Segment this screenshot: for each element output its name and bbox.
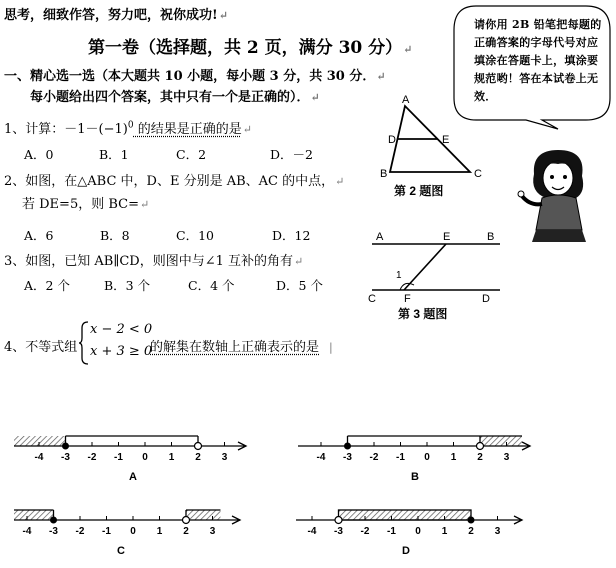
section-heading-line2: 每小题给出四个答案，其中只有一个是正确的）．↵ [30, 90, 320, 105]
q3-option-c[interactable]: C．4 个 [188, 278, 235, 293]
option-c-endpoint-left [50, 517, 57, 524]
q4-post: 的解集在数轴上正确表示的是 | [150, 340, 333, 355]
option-b-tick-label: 1 [450, 452, 457, 463]
option-a-tick-label: 2 [195, 452, 201, 463]
option-d-label: D [402, 545, 410, 557]
option-d-tick-label: 3 [494, 526, 501, 537]
option-c-tick-label: 2 [183, 526, 189, 537]
q2-stem-line2: 若 DE=5，则 BC=↵ [22, 197, 150, 212]
callout-text: 请你用 2B 铅笔把每题的正确答案的字母代号对应填涂在答题卡上，填涂要规范哟！答在本试卷上无效． [474, 18, 602, 103]
intro-text: 思考，细致作答，努力吧，祝你成功!↵ [4, 8, 228, 23]
q3-stem: 3、如图，已知 AB∥CD，则图中与∠1 互补的角有↵ [4, 254, 304, 269]
q4-inequality-2: x + 3 ≥ 0 [90, 344, 153, 359]
q3-option-a[interactable]: A．2 个 [24, 278, 70, 293]
option-d-tick-label: -1 [387, 526, 396, 537]
section-heading-line1: 一、精心选一选（本大题共 10 小题，每小题 3 分，共 30 分．↵ [4, 69, 386, 84]
q3-option-d[interactable]: D．5 个 [276, 278, 323, 293]
label-c: C [474, 168, 482, 180]
option-b-tick-label: 0 [424, 452, 430, 463]
option-c-label: C [117, 545, 125, 557]
option-d-tick-label: -3 [334, 526, 343, 537]
option-d-tick-label: 0 [415, 526, 421, 537]
option-d-endpoint-right [468, 517, 475, 524]
label-b: B [380, 168, 388, 180]
option-c-tick-label: -2 [75, 526, 85, 537]
option-a-tick-label: 0 [142, 452, 148, 463]
option-c-tick-label: -1 [102, 526, 111, 537]
option-b-tick-label: -4 [316, 452, 326, 463]
q3-figure-caption: 第 3 题图 [398, 307, 448, 321]
option-c-tick-label: 0 [130, 526, 136, 537]
q4-pre: 4、不等式组 [4, 340, 78, 355]
q1-option-b[interactable]: B．1 [99, 147, 129, 162]
option-a-label: A [129, 471, 137, 483]
q3-option-b[interactable]: B．3 个 [104, 278, 151, 293]
q2-option-c[interactable]: C．10 [176, 228, 214, 243]
option-a-tick-label: -1 [114, 452, 123, 463]
option-c-tick-label: -4 [22, 526, 32, 537]
option-b-tick-label: 3 [503, 452, 510, 463]
option-b-tick-label: -3 [343, 452, 352, 463]
option-b-tick-label: 2 [477, 452, 483, 463]
option-b-endpoint-left [344, 443, 351, 450]
q2-figure-caption: 第 2 题图 [394, 184, 444, 198]
option-d-endpoint-left [335, 517, 342, 524]
option-a-tick-label: -3 [61, 452, 70, 463]
label-angle-1: 1 [396, 270, 402, 281]
q2-option-a[interactable]: A．6 [24, 228, 54, 243]
q1-option-a[interactable]: A．0 [24, 147, 54, 162]
label-b: B [487, 231, 495, 243]
q1-stem: 1、计算：$-1-(-1)^0$ 的结果是正确的是↵ [4, 120, 252, 137]
option-c-shade-left [14, 510, 54, 520]
label-e: E [443, 231, 451, 243]
q2-option-b[interactable]: B．8 [100, 228, 130, 243]
label-f: F [404, 293, 411, 305]
option-c-endpoint-right [183, 517, 190, 524]
option-d-tick-label: 2 [468, 526, 474, 537]
q1-option-d[interactable]: D．－2 [270, 147, 313, 162]
label-c: C [368, 293, 376, 305]
label-a: A [376, 231, 384, 243]
option-c-tick-label: 1 [156, 526, 163, 537]
option-c-tick-label: -3 [49, 526, 58, 537]
option-a-tick-label: 3 [221, 452, 228, 463]
option-a-endpoint-left [62, 443, 69, 450]
option-a-endpoint-right [195, 443, 202, 450]
label-e: E [442, 134, 450, 146]
option-d-tick-label: -2 [360, 526, 370, 537]
brace-symbol [78, 320, 90, 366]
label-d: D [388, 134, 396, 146]
option-a-tick-label: 1 [168, 452, 175, 463]
option-c-tick-label: 3 [209, 526, 216, 537]
option-a-shade [14, 436, 66, 446]
q1-option-c[interactable]: C．2 [176, 147, 207, 162]
option-a-tick-label: -4 [34, 452, 44, 463]
option-d-tick-label: 1 [441, 526, 448, 537]
number-line-options [0, 420, 616, 568]
q2-stem-line1: 2、如图，在△ABC 中，D、E 分别是 AB、AC 的中点，↵ [4, 174, 345, 189]
q3-parallel-lines-figure [366, 228, 506, 324]
option-d-shade [339, 510, 472, 520]
label-d: D [482, 293, 490, 305]
option-d-tick-label: -4 [307, 526, 317, 537]
exam-title: 第一卷（选择题，共 2 页，满分 30 分）↵ [88, 38, 413, 58]
cartoon-girl-image [516, 146, 606, 246]
option-a-tick-label: -2 [87, 452, 97, 463]
option-b-label: B [411, 471, 419, 483]
option-b-tick-label: -1 [396, 452, 405, 463]
option-c-shade-right [186, 510, 220, 520]
q2-triangle-figure [376, 92, 486, 204]
option-b-endpoint-right [477, 443, 484, 450]
q4-inequality-1: x − 2 < 0 [90, 322, 153, 337]
q2-option-d[interactable]: D．12 [272, 228, 311, 243]
option-b-shade [480, 436, 522, 446]
option-b-tick-label: -2 [369, 452, 379, 463]
label-a: A [402, 94, 410, 106]
